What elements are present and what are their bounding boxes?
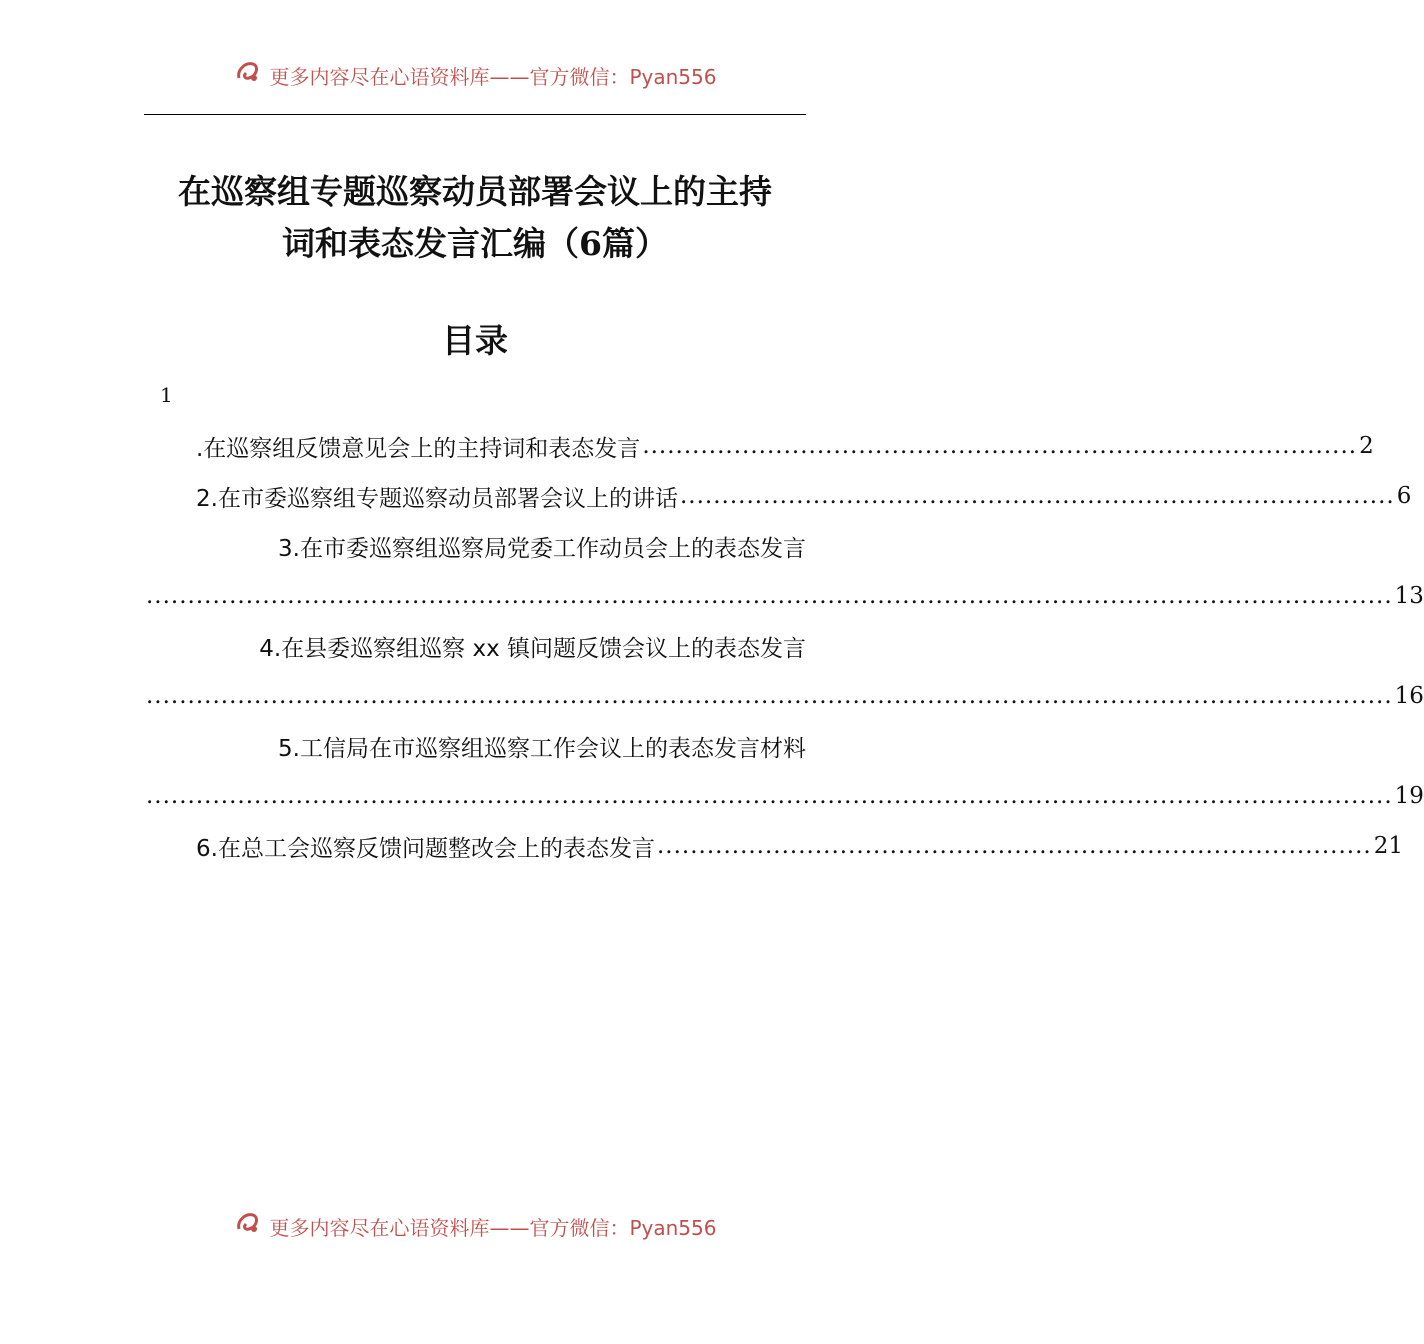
toc-entry-6[interactable] <box>144 821 1403 871</box>
toc-entry-text: 2.在市委巡察组专题巡察动员部署会议上的讲话 <box>196 485 678 512</box>
dot-leader: ...................................................................................... <box>679 483 1395 509</box>
title-line-1: 在巡察组专题巡察动员部署会议上的主持 <box>178 172 772 211</box>
logo-icon <box>233 56 263 86</box>
toc-number: 1 <box>160 383 173 407</box>
header-banner-text: 更多内容尽在心语资料库——官方微信：Pyan556 <box>269 64 717 89</box>
toc-entry-text: 5.工信局在市巡察组巡察工作会议上的表态发言材料 <box>278 735 806 762</box>
toc-entry-text: 3.在市委巡察组巡察局党委工作动员会上的表态发言 <box>278 535 806 562</box>
toc-entry-2[interactable] <box>144 471 1412 521</box>
toc-entry-3[interactable] <box>144 521 1424 621</box>
table-of-contents <box>144 421 1424 871</box>
dot-leader: ...................................................................................................................................................... <box>146 583 1393 609</box>
header-rule <box>144 114 806 115</box>
logo-icon <box>233 1207 263 1237</box>
footer-banner-text: 更多内容尽在心语资料库——官方微信：Pyan556 <box>269 1215 717 1240</box>
toc-entry-5[interactable] <box>144 721 1424 821</box>
toc-entry-page: 13 <box>1394 583 1424 609</box>
toc-entry-page: 21 <box>1373 833 1403 859</box>
document-title <box>144 166 806 270</box>
toc-entry-page: 19 <box>1394 783 1424 809</box>
toc-entry-page: 2 <box>1359 433 1374 459</box>
toc-entry-page: 6 <box>1396 483 1412 509</box>
toc-entry-text: 4.在县委巡察组巡察 xx 镇问题反馈会议上的表态发言 <box>259 635 806 662</box>
toc-heading: 目录 <box>442 321 508 360</box>
toc-entry-page: 16 <box>1394 683 1424 709</box>
title-line-2: 词和表态发言汇编（6篇） <box>282 224 668 263</box>
toc-entry-1[interactable] <box>144 421 1374 471</box>
header-banner <box>0 56 950 89</box>
dot-leader: ...................................................................................... <box>642 433 1358 459</box>
dot-leader: ...................................................................................................................................................... <box>146 683 1393 709</box>
toc-entry-4[interactable] <box>144 621 1424 721</box>
dot-leader: ...................................................................................................................................................... <box>146 783 1393 809</box>
footer-banner <box>0 1207 950 1240</box>
toc-entry-text: .在巡察组反馈意见会上的主持词和表态发言 <box>196 435 641 462</box>
toc-entry-text: 6.在总工会巡察反馈问题整改会上的表态发言 <box>196 835 655 862</box>
dot-leader: ...................................................................................... <box>656 833 1372 859</box>
